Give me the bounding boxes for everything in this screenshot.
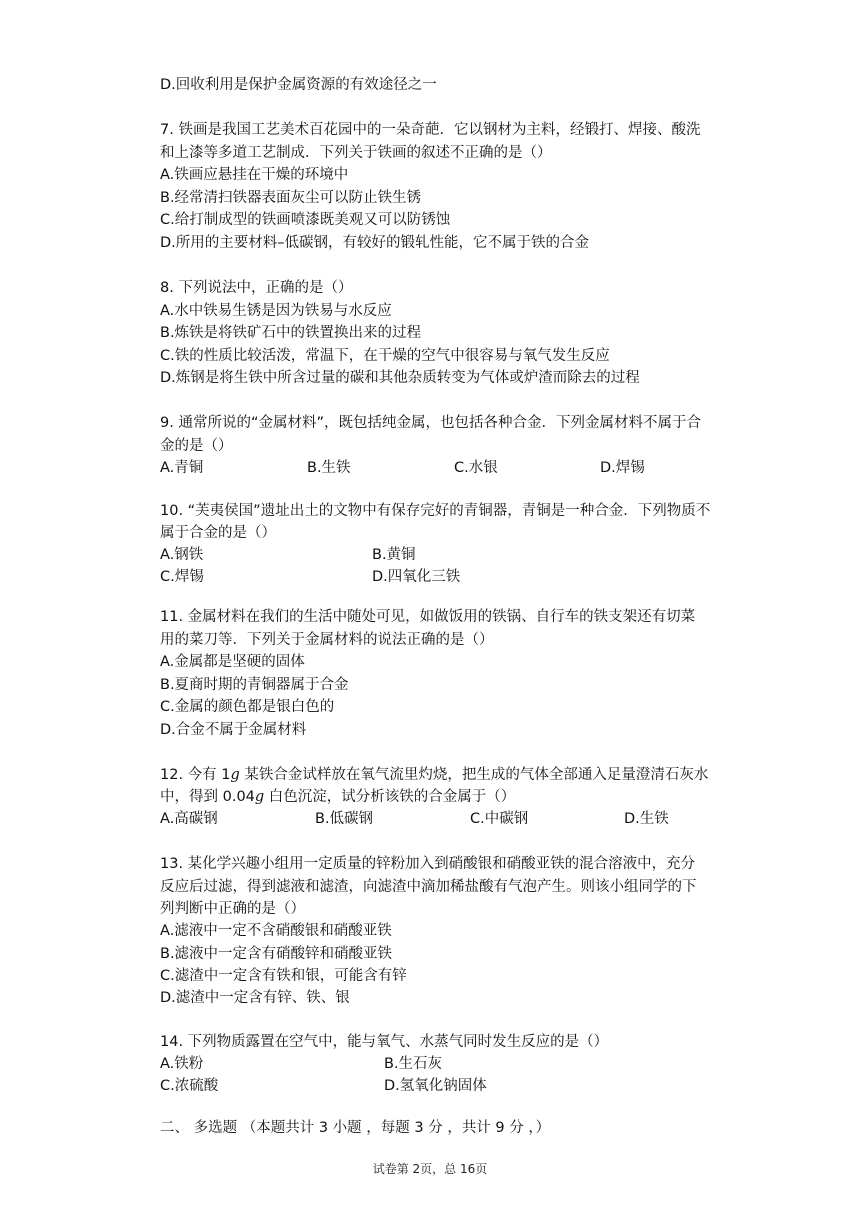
q10-option-d: D.四氧化三铁 bbox=[372, 569, 461, 585]
q9-option-d: D.焊锡 bbox=[600, 460, 645, 476]
q7-stem-line2: 和上漆等多道工艺制成．下列关于铁画的叙述不正确的是（） bbox=[160, 145, 552, 161]
q12-option-a: A.高碳钢 bbox=[160, 811, 218, 827]
q12-option-b: B.低碳钢 bbox=[315, 811, 374, 827]
q8-option-a: A.水中铁易生锈是因为铁易与水反应 bbox=[160, 303, 392, 319]
q14-option-c: C.浓硫酸 bbox=[160, 1078, 219, 1094]
q7-option-b: B.经常清扫铁器表面灰尘可以防止铁生锈 bbox=[160, 190, 422, 206]
q10-stem-line2: 属于合金的是（） bbox=[160, 525, 276, 541]
q11-stem-line2: 用的菜刀等．下列关于金属材料的说法正确的是（） bbox=[160, 632, 494, 648]
q6-option-d: D.回收利用是保护金属资源的有效途径之一 bbox=[160, 77, 437, 93]
q14-stem-line1: 14. 下列物质露置在空气中，能与氧气、水蒸气同时发生反应的是（） bbox=[160, 1034, 609, 1050]
section-heading-multiple-choice: 二、 多选题 （本题共计 3 小题 ，每题 3 分 ，共计 9 分 ，） bbox=[160, 1120, 551, 1136]
page-footer: 试卷第 2页，总 16页 bbox=[372, 1162, 488, 1176]
q9-option-b: B.生铁 bbox=[307, 460, 351, 476]
q13-stem-line3: 列判断中正确的是（） bbox=[160, 901, 305, 917]
q7-stem-line1: 7. 铁画是我国工艺美术百花园中的一朵奇葩．它以钢材为主料，经锻打、焊接、酸洗 bbox=[160, 122, 701, 138]
q12-option-d: D.生铁 bbox=[624, 811, 669, 827]
q9-stem-line1: 9. 通常所说的“金属材料”，既包括纯金属，也包括各种合金．下列金属材料不属于合 bbox=[160, 415, 701, 431]
q12-stem-line2: 中，得到 0.04g 白色沉淀，试分析该铁的合金属于（） bbox=[160, 789, 516, 805]
q13-option-a: A.滤液中一定不含硝酸银和硝酸亚铁 bbox=[160, 923, 392, 939]
q10-option-a: A.钢铁 bbox=[160, 547, 204, 563]
q8-stem-line1: 8. 下列说法中，正确的是（） bbox=[160, 280, 353, 296]
q11-option-c: C.金属的颜色都是银白色的 bbox=[160, 699, 335, 715]
q14-option-a: A.铁粉 bbox=[160, 1056, 204, 1072]
q7-option-c: C.给打制成型的铁画喷漆既美观又可以防锈蚀 bbox=[160, 212, 451, 228]
q11-option-b: B.夏商时期的青铜器属于合金 bbox=[160, 677, 349, 693]
q9-stem-line2: 金的是（） bbox=[160, 438, 233, 454]
q11-option-a: A.金属都是坚硬的固体 bbox=[160, 654, 305, 670]
q10-option-b: B.黄铜 bbox=[372, 547, 416, 563]
q7-option-a: A.铁画应悬挂在干燥的环境中 bbox=[160, 167, 349, 183]
q13-stem-line2: 反应后过滤，得到滤液和滤渣，向滤渣中滴加稀盐酸有气泡产生。则该小组同学的下 bbox=[160, 879, 697, 895]
q8-option-d: D.炼钢是将生铁中所含过量的碳和其他杂质转变为气体或炉渣而除去的过程 bbox=[160, 370, 640, 386]
q13-stem-line1: 13. 某化学兴趣小组用一定质量的锌粉加入到硝酸银和硝酸亚铁的混合溶液中，充分 bbox=[160, 856, 696, 872]
q12-option-c: C.中碳钢 bbox=[470, 811, 529, 827]
q8-option-c: C.铁的性质比较活泼，常温下，在干燥的空气中很容易与氧气发生反应 bbox=[160, 348, 610, 364]
q8-option-b: B.炼铁是将铁矿石中的铁置换出来的过程 bbox=[160, 325, 422, 341]
q11-option-d: D.合金不属于金属材料 bbox=[160, 722, 307, 738]
q12-stem-line1: 12. 今有 1g 某铁合金试样放在氧气流里灼烧，把生成的气体全部通入足量澄清石灰水 bbox=[160, 767, 709, 783]
q13-option-d: D.滤渣中一定含有锌、铁、银 bbox=[160, 990, 350, 1006]
q14-option-d: D.氢氧化钠固体 bbox=[384, 1078, 487, 1094]
q9-option-a: A.青铜 bbox=[160, 460, 204, 476]
q10-option-c: C.焊锡 bbox=[160, 569, 204, 585]
q13-option-b: B.滤液中一定含有硝酸锌和硝酸亚铁 bbox=[160, 946, 393, 962]
q11-stem-line1: 11. 金属材料在我们的生活中随处可见，如做饭用的铁锅、自行车的铁支架还有切菜 bbox=[160, 609, 696, 625]
q13-option-c: C.滤渣中一定含有铁和银，可能含有锌 bbox=[160, 968, 407, 984]
q7-option-d: D.所用的主要材料–低碳钢，有较好的锻轧性能，它不属于铁的合金 bbox=[160, 235, 590, 251]
q9-option-c: C.水银 bbox=[454, 460, 498, 476]
q14-option-b: B.生石灰 bbox=[384, 1056, 443, 1072]
q10-stem-line1: 10. “芙夷侯国”遗址出土的文物中有保存完好的青铜器，青铜是一种合金．下列物质不 bbox=[160, 503, 711, 519]
